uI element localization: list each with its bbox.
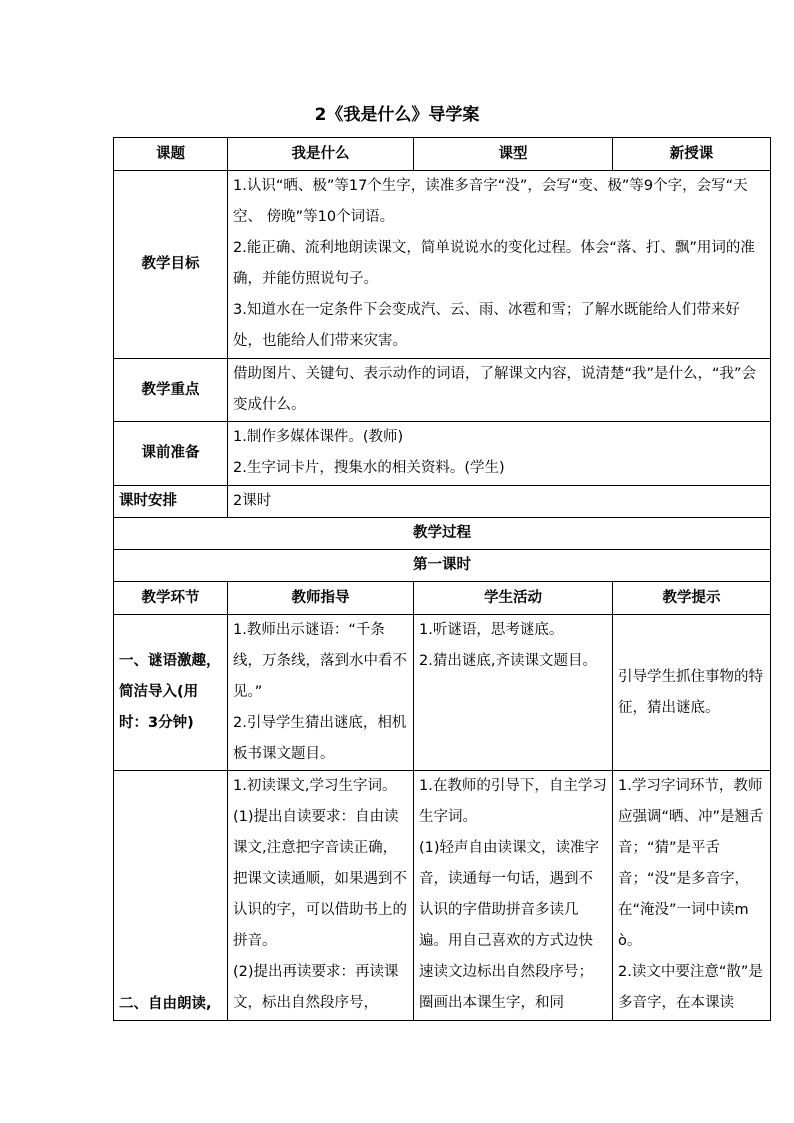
first-lesson-row xyxy=(114,550,771,582)
teacher-item: (2)提出再读要求：再读课文，标出自然段序号， xyxy=(233,964,399,1011)
header-row xyxy=(114,138,771,171)
goals-row xyxy=(114,171,771,359)
student-cell xyxy=(414,771,613,1021)
preparation-row xyxy=(114,422,771,486)
process-title-row xyxy=(114,518,771,550)
student-item: 1.在教师的引导下，自主学习生字词。 xyxy=(419,778,607,825)
goal-item: 1.认识“晒、极”等17个生字，读准多音字“没”，会写“变、极”等9个字，会写“天空、 傍晚”等10个词语。 xyxy=(233,178,748,225)
column-header: 教师指导 xyxy=(228,582,414,615)
teacher-item: (1)提出自读要求：自由读课文,注意把字音读正确，把课文读通顺，如果遇到不认识的字，可以借助书上的拼音。 xyxy=(233,809,407,949)
lesson-plan-table xyxy=(113,137,771,1021)
key-points-row xyxy=(114,359,771,422)
table-row xyxy=(114,771,771,1021)
stage-cell: 二、自由朗读, xyxy=(114,771,228,1021)
goals-label: 教学目标 xyxy=(114,171,228,359)
goals-content xyxy=(228,171,771,359)
column-header: 教学环节 xyxy=(114,582,228,615)
goal-item: 2.能正确、流利地朗读课文，简单说说水的变化过程。体会“落、打、飘”用词的准确，并能仿照说句子。 xyxy=(233,240,755,287)
process-title: 教学过程 xyxy=(114,518,771,550)
tips-item: 1.学习字词环节，教师应强调“晒、冲”是翘舌音；“猜”是平舌音；“没”是多音字，在“淹没”一词中读mò。 xyxy=(618,778,764,949)
tips-cell xyxy=(613,771,771,1021)
lesson-value: 我是什么 xyxy=(228,138,414,171)
key-points-text: 借助图片、关键句、表示动作的词语，了解课文内容，说清楚“我”是什么，“我”会变成什么。 xyxy=(228,359,771,422)
schedule-row xyxy=(114,486,771,518)
column-header: 教学提示 xyxy=(613,582,771,615)
student-item: (1)轻声自由读课文，读准字音，读通每一句话，遇到不认识的字借助拼音多读几遍。用自己喜欢的方式边快速读文边标出自然段序号；圈画出本课生字，和同 xyxy=(419,840,600,1011)
teacher-item: 1.初读课文,学习生字词。 xyxy=(233,778,397,794)
student-item: 1.听谜语，思考谜底。 xyxy=(419,622,564,638)
table-row xyxy=(114,615,771,771)
preparation-content xyxy=(228,422,771,486)
preparation-label: 课前准备 xyxy=(114,422,228,486)
student-cell xyxy=(414,615,613,771)
tips-item: 引导学生抓住事物的特征，猜出谜底。 xyxy=(618,668,763,716)
columns-row xyxy=(114,582,771,615)
lesson-label: 课题 xyxy=(114,138,228,171)
student-item: 2.猜出谜底,齐读课文题目。 xyxy=(419,653,597,669)
tips-cell xyxy=(613,615,771,771)
type-value: 新授课 xyxy=(613,138,771,171)
type-label: 课型 xyxy=(414,138,613,171)
schedule-label: 课时安排 xyxy=(114,486,228,518)
teacher-item: 1.教师出示谜语：“千条线，万条线，落到水中看不见。” xyxy=(233,622,407,700)
stage-cell: 一、谜语激趣，简洁导入(用时：3分钟) xyxy=(114,615,228,771)
tips-item: 2.读文中要注意“散”是多音字，在本课读 xyxy=(618,964,763,1011)
goal-item: 3.知道水在一定条件下会变成汽、云、雨、冰雹和雪；了解水既能给人们带来好处，也能给人们带来灾害。 xyxy=(233,302,740,349)
column-header: 学生活动 xyxy=(414,582,613,615)
preparation-item: 2.生字词卡片，搜集水的相关资料。(学生) xyxy=(233,460,505,476)
key-points-label: 教学重点 xyxy=(114,359,228,422)
preparation-item: 1.制作多媒体课件。(教师) xyxy=(233,429,404,445)
page-title: 2《我是什么》导学案 xyxy=(314,105,480,125)
teacher-item: 2.引导学生猜出谜底，相机板书课文题目。 xyxy=(233,715,407,762)
schedule-value: 2课时 xyxy=(228,486,771,518)
teacher-cell xyxy=(228,615,414,771)
teacher-cell xyxy=(228,771,414,1021)
first-lesson-title: 第一课时 xyxy=(114,550,771,582)
